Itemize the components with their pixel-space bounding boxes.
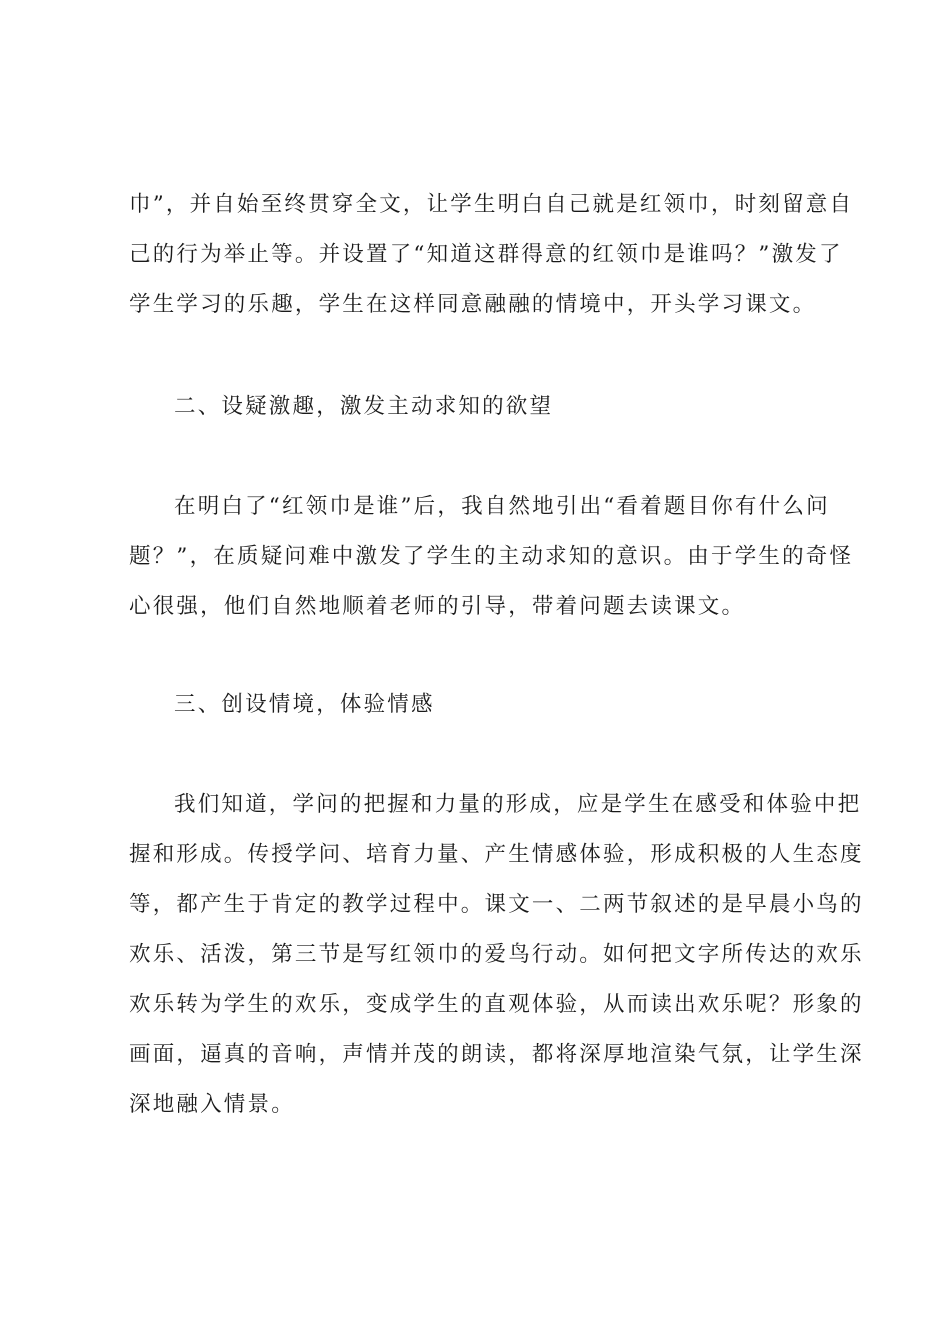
section-heading-3: 三、创设情境，体验情感	[174, 692, 435, 717]
paragraph-2-line-2: 题？”，在质疑问难中激发了学生的主动求知的意识。由于学生的奇怪	[129, 544, 854, 569]
paragraph-2-line-3: 心很强，他们自然地顺着老师的引导，带着问题去读课文。	[129, 594, 746, 619]
paragraph-3-line-7: 深地融入情景。	[129, 1092, 295, 1117]
paragraph-2-line-1: 在明白了“红领巾是谁”后，我自然地引出“看着题目你有什么问	[174, 494, 830, 519]
paragraph-3-line-1: 我们知道，学问的把握和力量的形成，应是学生在感受和体验中把	[174, 792, 862, 817]
section-heading-2: 二、设疑激趣，激发主动求知的欲望	[174, 394, 554, 419]
paragraph-1-line-1: 巾”，并自始至终贯穿全文，让学生明白自己就是红领巾，时刻留意自	[129, 192, 854, 217]
paragraph-3-line-5: 欢乐转为学生的欢乐，变成学生的直观体验，从而读出欢乐呢？形象的	[129, 992, 864, 1017]
paragraph-3-line-4: 欢乐、活泼，第三节是写红领巾的爱鸟行动。如何把文字所传达的欢乐	[129, 942, 864, 967]
paragraph-3-line-3: 等，都产生于肯定的教学过程中。课文一、二两节叙述的是早晨小鸟的	[129, 892, 864, 917]
paragraph-3-line-6: 画面，逼真的音响，声情并茂的朗读，都将深厚地渲染气氛，让学生深	[129, 1042, 864, 1067]
paragraph-3-line-2: 握和形成。传授学问、培育力量、产生情感体验，形成积极的人生态度	[129, 842, 864, 867]
paragraph-1-line-2: 己的行为举止等。并设置了“知道这群得意的红领巾是谁吗？”激发了	[129, 242, 843, 267]
paragraph-1-line-3: 学生学习的乐趣，学生在这样同意融融的情境中，开头学习课文。	[129, 292, 817, 317]
